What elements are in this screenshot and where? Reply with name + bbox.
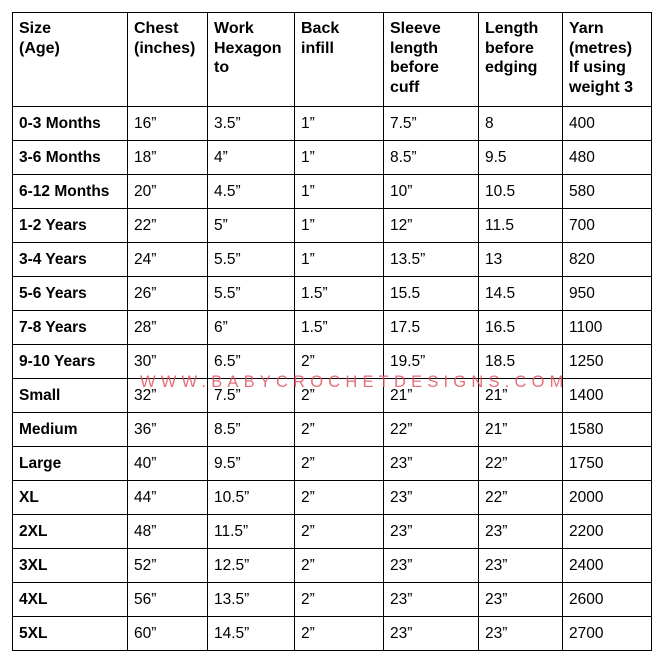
cell-back-infill: 1.5” bbox=[295, 277, 384, 311]
cell-size: 6-12 Months bbox=[13, 175, 128, 209]
cell-length-before-edging: 14.5 bbox=[479, 277, 563, 311]
cell-length-before-edging: 23” bbox=[479, 617, 563, 651]
cell-size: 3-6 Months bbox=[13, 141, 128, 175]
cell-back-infill: 1” bbox=[295, 209, 384, 243]
cell-sleeve-length: 23” bbox=[384, 515, 479, 549]
cell-size: 5XL bbox=[13, 617, 128, 651]
cell-yarn: 580 bbox=[563, 175, 652, 209]
cell-back-infill: 1” bbox=[295, 243, 384, 277]
cell-size: 9-10 Years bbox=[13, 345, 128, 379]
cell-size: 3-4 Years bbox=[13, 243, 128, 277]
cell-work-hexagon: 8.5” bbox=[208, 413, 295, 447]
cell-back-infill: 2” bbox=[295, 345, 384, 379]
cell-sleeve-length: 10” bbox=[384, 175, 479, 209]
cell-back-infill: 1” bbox=[295, 141, 384, 175]
table-row bbox=[13, 515, 652, 549]
table-row bbox=[13, 481, 652, 515]
cell-chest: 40” bbox=[128, 447, 208, 481]
cell-back-infill: 1” bbox=[295, 175, 384, 209]
cell-work-hexagon: 5.5” bbox=[208, 243, 295, 277]
cell-length-before-edging: 21” bbox=[479, 413, 563, 447]
cell-yarn: 1750 bbox=[563, 447, 652, 481]
cell-sleeve-length: 17.5 bbox=[384, 311, 479, 345]
cell-sleeve-length: 19.5” bbox=[384, 345, 479, 379]
cell-yarn: 400 bbox=[563, 107, 652, 141]
cell-yarn: 1580 bbox=[563, 413, 652, 447]
cell-yarn: 1400 bbox=[563, 379, 652, 413]
cell-back-infill: 2” bbox=[295, 515, 384, 549]
cell-work-hexagon: 4” bbox=[208, 141, 295, 175]
cell-yarn: 700 bbox=[563, 209, 652, 243]
cell-work-hexagon: 14.5” bbox=[208, 617, 295, 651]
cell-chest: 52” bbox=[128, 549, 208, 583]
header-yarn: Yarn (metres) If using weight 3 bbox=[563, 13, 652, 107]
cell-yarn: 1100 bbox=[563, 311, 652, 345]
cell-work-hexagon: 5.5” bbox=[208, 277, 295, 311]
table-row bbox=[13, 243, 652, 277]
cell-size: Small bbox=[13, 379, 128, 413]
cell-sleeve-length: 23” bbox=[384, 481, 479, 515]
cell-chest: 48” bbox=[128, 515, 208, 549]
table-row bbox=[13, 311, 652, 345]
cell-sleeve-length: 23” bbox=[384, 549, 479, 583]
table-row bbox=[13, 617, 652, 651]
table-row bbox=[13, 277, 652, 311]
cell-chest: 36” bbox=[128, 413, 208, 447]
cell-work-hexagon: 13.5” bbox=[208, 583, 295, 617]
cell-size: Large bbox=[13, 447, 128, 481]
cell-sleeve-length: 13.5” bbox=[384, 243, 479, 277]
cell-work-hexagon: 7.5” bbox=[208, 379, 295, 413]
cell-size: 7-8 Years bbox=[13, 311, 128, 345]
table-row bbox=[13, 549, 652, 583]
cell-size: Medium bbox=[13, 413, 128, 447]
table-row bbox=[13, 345, 652, 379]
cell-yarn: 820 bbox=[563, 243, 652, 277]
cell-yarn: 2400 bbox=[563, 549, 652, 583]
cell-length-before-edging: 23” bbox=[479, 549, 563, 583]
table-row bbox=[13, 413, 652, 447]
cell-chest: 18” bbox=[128, 141, 208, 175]
table-row bbox=[13, 107, 652, 141]
cell-length-before-edging: 23” bbox=[479, 515, 563, 549]
cell-length-before-edging: 22” bbox=[479, 447, 563, 481]
cell-size: 3XL bbox=[13, 549, 128, 583]
cell-length-before-edging: 9.5 bbox=[479, 141, 563, 175]
table-body bbox=[13, 107, 652, 651]
cell-size: 5-6 Years bbox=[13, 277, 128, 311]
cell-back-infill: 2” bbox=[295, 413, 384, 447]
watermark-text: WWW.BABYCROCHETDESIGNS.COM bbox=[140, 373, 569, 391]
cell-work-hexagon: 5” bbox=[208, 209, 295, 243]
cell-sleeve-length: 23” bbox=[384, 583, 479, 617]
table-row bbox=[13, 379, 652, 413]
cell-work-hexagon: 10.5” bbox=[208, 481, 295, 515]
cell-size: 0-3 Months bbox=[13, 107, 128, 141]
cell-work-hexagon: 6” bbox=[208, 311, 295, 345]
table-row bbox=[13, 175, 652, 209]
cell-length-before-edging: 22” bbox=[479, 481, 563, 515]
cell-back-infill: 1.5” bbox=[295, 311, 384, 345]
cell-yarn: 2200 bbox=[563, 515, 652, 549]
cell-length-before-edging: 13 bbox=[479, 243, 563, 277]
header-sleeve-length: Sleeve length before cuff bbox=[384, 13, 479, 107]
cell-chest: 32” bbox=[128, 379, 208, 413]
cell-work-hexagon: 6.5” bbox=[208, 345, 295, 379]
cell-chest: 16” bbox=[128, 107, 208, 141]
cell-chest: 24” bbox=[128, 243, 208, 277]
cell-chest: 26” bbox=[128, 277, 208, 311]
cell-back-infill: 2” bbox=[295, 379, 384, 413]
table-row bbox=[13, 583, 652, 617]
cell-sleeve-length: 23” bbox=[384, 447, 479, 481]
size-chart-table bbox=[12, 12, 652, 651]
cell-back-infill: 2” bbox=[295, 617, 384, 651]
cell-back-infill: 1” bbox=[295, 107, 384, 141]
cell-sleeve-length: 8.5” bbox=[384, 141, 479, 175]
cell-chest: 20” bbox=[128, 175, 208, 209]
cell-size: 2XL bbox=[13, 515, 128, 549]
header-back-infill: Back infill bbox=[295, 13, 384, 107]
cell-sleeve-length: 7.5” bbox=[384, 107, 479, 141]
cell-chest: 30” bbox=[128, 345, 208, 379]
cell-back-infill: 2” bbox=[295, 583, 384, 617]
cell-size: 1-2 Years bbox=[13, 209, 128, 243]
cell-chest: 56” bbox=[128, 583, 208, 617]
cell-sleeve-length: 22” bbox=[384, 413, 479, 447]
cell-yarn: 2700 bbox=[563, 617, 652, 651]
cell-length-before-edging: 23” bbox=[479, 583, 563, 617]
cell-yarn: 480 bbox=[563, 141, 652, 175]
header-row bbox=[13, 13, 652, 107]
cell-chest: 44” bbox=[128, 481, 208, 515]
table-row bbox=[13, 447, 652, 481]
cell-length-before-edging: 8 bbox=[479, 107, 563, 141]
cell-sleeve-length: 15.5 bbox=[384, 277, 479, 311]
cell-length-before-edging: 21” bbox=[479, 379, 563, 413]
cell-work-hexagon: 12.5” bbox=[208, 549, 295, 583]
table-row bbox=[13, 209, 652, 243]
cell-work-hexagon: 4.5” bbox=[208, 175, 295, 209]
header-size: Size (Age) bbox=[13, 13, 128, 107]
cell-chest: 60” bbox=[128, 617, 208, 651]
cell-length-before-edging: 10.5 bbox=[479, 175, 563, 209]
cell-yarn: 2000 bbox=[563, 481, 652, 515]
cell-sleeve-length: 12” bbox=[384, 209, 479, 243]
cell-yarn: 950 bbox=[563, 277, 652, 311]
cell-size: 4XL bbox=[13, 583, 128, 617]
cell-work-hexagon: 9.5” bbox=[208, 447, 295, 481]
cell-back-infill: 2” bbox=[295, 549, 384, 583]
header-work-hexagon: Work Hexagon to bbox=[208, 13, 295, 107]
cell-yarn: 2600 bbox=[563, 583, 652, 617]
cell-sleeve-length: 21” bbox=[384, 379, 479, 413]
cell-length-before-edging: 16.5 bbox=[479, 311, 563, 345]
cell-chest: 22” bbox=[128, 209, 208, 243]
cell-length-before-edging: 11.5 bbox=[479, 209, 563, 243]
cell-size: XL bbox=[13, 481, 128, 515]
cell-work-hexagon: 11.5” bbox=[208, 515, 295, 549]
cell-back-infill: 2” bbox=[295, 447, 384, 481]
cell-work-hexagon: 3.5” bbox=[208, 107, 295, 141]
header-length-before-edging: Length before edging bbox=[479, 13, 563, 107]
cell-yarn: 1250 bbox=[563, 345, 652, 379]
header-chest: Chest (inches) bbox=[128, 13, 208, 107]
cell-sleeve-length: 23” bbox=[384, 617, 479, 651]
cell-back-infill: 2” bbox=[295, 481, 384, 515]
cell-chest: 28” bbox=[128, 311, 208, 345]
table-row bbox=[13, 141, 652, 175]
cell-length-before-edging: 18.5 bbox=[479, 345, 563, 379]
